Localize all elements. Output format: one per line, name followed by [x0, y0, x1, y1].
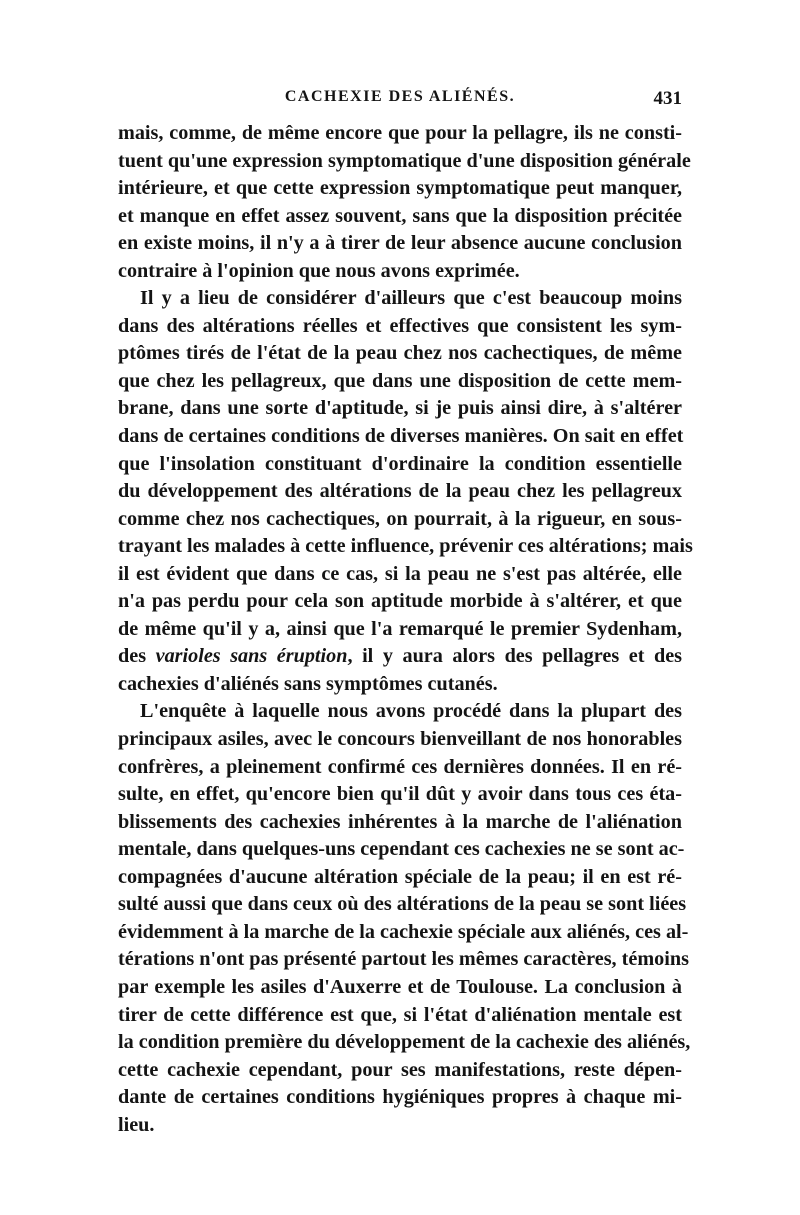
text-line: L'enquête à laquelle nous avons procédé dans la plupart des: [140, 700, 682, 723]
text-line: principaux asiles, avec le concours bienveillant de nos honorables: [118, 728, 682, 751]
text-segment: , il y aura alors des pellagres et des: [347, 645, 683, 668]
text-line: confrères, a pleinement confirmé ces dernières données. Il en ré-: [118, 755, 682, 778]
text-line: compagnées d'aucune altération spéciale de la peau; il en est ré-: [118, 865, 682, 888]
text-line: blissements des cachexies inhérentes à la marche de l'aliénation: [118, 810, 682, 833]
page-header: [118, 88, 682, 114]
text-line: dans de certaines conditions de diverses manières. On sait en effet: [118, 425, 684, 448]
text-line: que l'insolation constituant d'ordinaire la condition essentielle: [118, 452, 682, 475]
text-line: et manque en effet assez souvent, sans que la disposition précitée: [118, 204, 682, 227]
text-line: térations n'ont pas présenté partout les mêmes caractères, témoins: [118, 948, 689, 971]
text-line: il est évident que dans ce cas, si la peau ne s'est pas altérée, elle: [118, 562, 682, 585]
text-line: en existe moins, il n'y a à tirer de leur absence aucune conclusion: [118, 232, 682, 255]
body-text: [118, 120, 693, 1139]
text-line: comme chez nos cachectiques, on pourrait, à la rigueur, en sous-: [118, 507, 682, 530]
text-line: cette cachexie cependant, pour ses manifestations, reste dépen-: [118, 1058, 682, 1081]
text-line: lieu.: [118, 1113, 155, 1136]
text-line: tirer de cette différence est que, si l'état d'aliénation mentale est: [118, 1003, 682, 1026]
text-line: Il y a lieu de considérer d'ailleurs que c'est beaucoup moins: [140, 287, 682, 310]
text-line: [118, 643, 682, 671]
text-line: la condition première du développement de la cachexie des aliénés,: [118, 1031, 691, 1054]
text-line: mais, comme, de même encore que pour la pellagre, ils ne consti-: [118, 122, 682, 144]
text-line: brane, dans une sorte d'aptitude, si je puis ainsi dire, à s'altérer: [118, 397, 682, 420]
paragraph-3: [118, 698, 691, 1139]
text-line: par exemple les asiles d'Auxerre et de Toulouse. La conclusion à: [118, 975, 682, 998]
text-line: trayant les malades à cette influence, prévenir ces altérations; mais: [118, 535, 693, 558]
text-line: dante de certaines conditions hygiéniques propres à chaque mi-: [118, 1086, 682, 1109]
text-line: sulte, en effet, qu'encore bien qu'il dût y avoir dans tous ces éta-: [118, 783, 682, 806]
text-line: évidemment à la marche de la cachexie spéciale aux aliénés, ces al-: [118, 920, 689, 943]
running-title: CACHEXIE DES ALIÉNÉS.: [284, 88, 516, 105]
text-line: que chez les pellagreux, que dans une disposition de cette mem-: [118, 369, 682, 392]
paragraph-1: [118, 120, 691, 285]
text-line: de même qu'il y a, ainsi que l'a remarqué le premier Sydenham,: [118, 617, 682, 640]
text-line: intérieure, et que cette expression symptomatique peut manquer,: [118, 177, 682, 200]
text-line: sulté aussi que dans ceux où des altérations de la peau se sont liées: [118, 893, 687, 916]
italic-phrase: varioles sans éruption: [155, 645, 348, 668]
text-line: cachexies d'aliénés sans symptômes cutanés.: [118, 672, 498, 695]
text-line: du développement des altérations de la peau chez les pellagreux: [118, 480, 682, 503]
text-line: contraire à l'opinion que nous avons exprimée.: [118, 259, 520, 282]
text-line: ptômes tirés de l'état de la peau chez nos cachectiques, de même: [118, 342, 682, 365]
text-line: n'a pas perdu pour cela son aptitude morbide à s'altérer, et que: [118, 590, 682, 613]
text-segment: des: [118, 645, 156, 668]
text-line: mentale, dans quelques-uns cependant ces cachexies ne se sont ac-: [118, 838, 685, 861]
text-line: tuent qu'une expression symptomatique d'une disposition générale: [118, 149, 691, 172]
text-line: dans des altérations réelles et effectives que consistent les sym-: [118, 314, 682, 337]
paragraph-2: [118, 285, 693, 698]
page-number: 431: [653, 88, 682, 109]
